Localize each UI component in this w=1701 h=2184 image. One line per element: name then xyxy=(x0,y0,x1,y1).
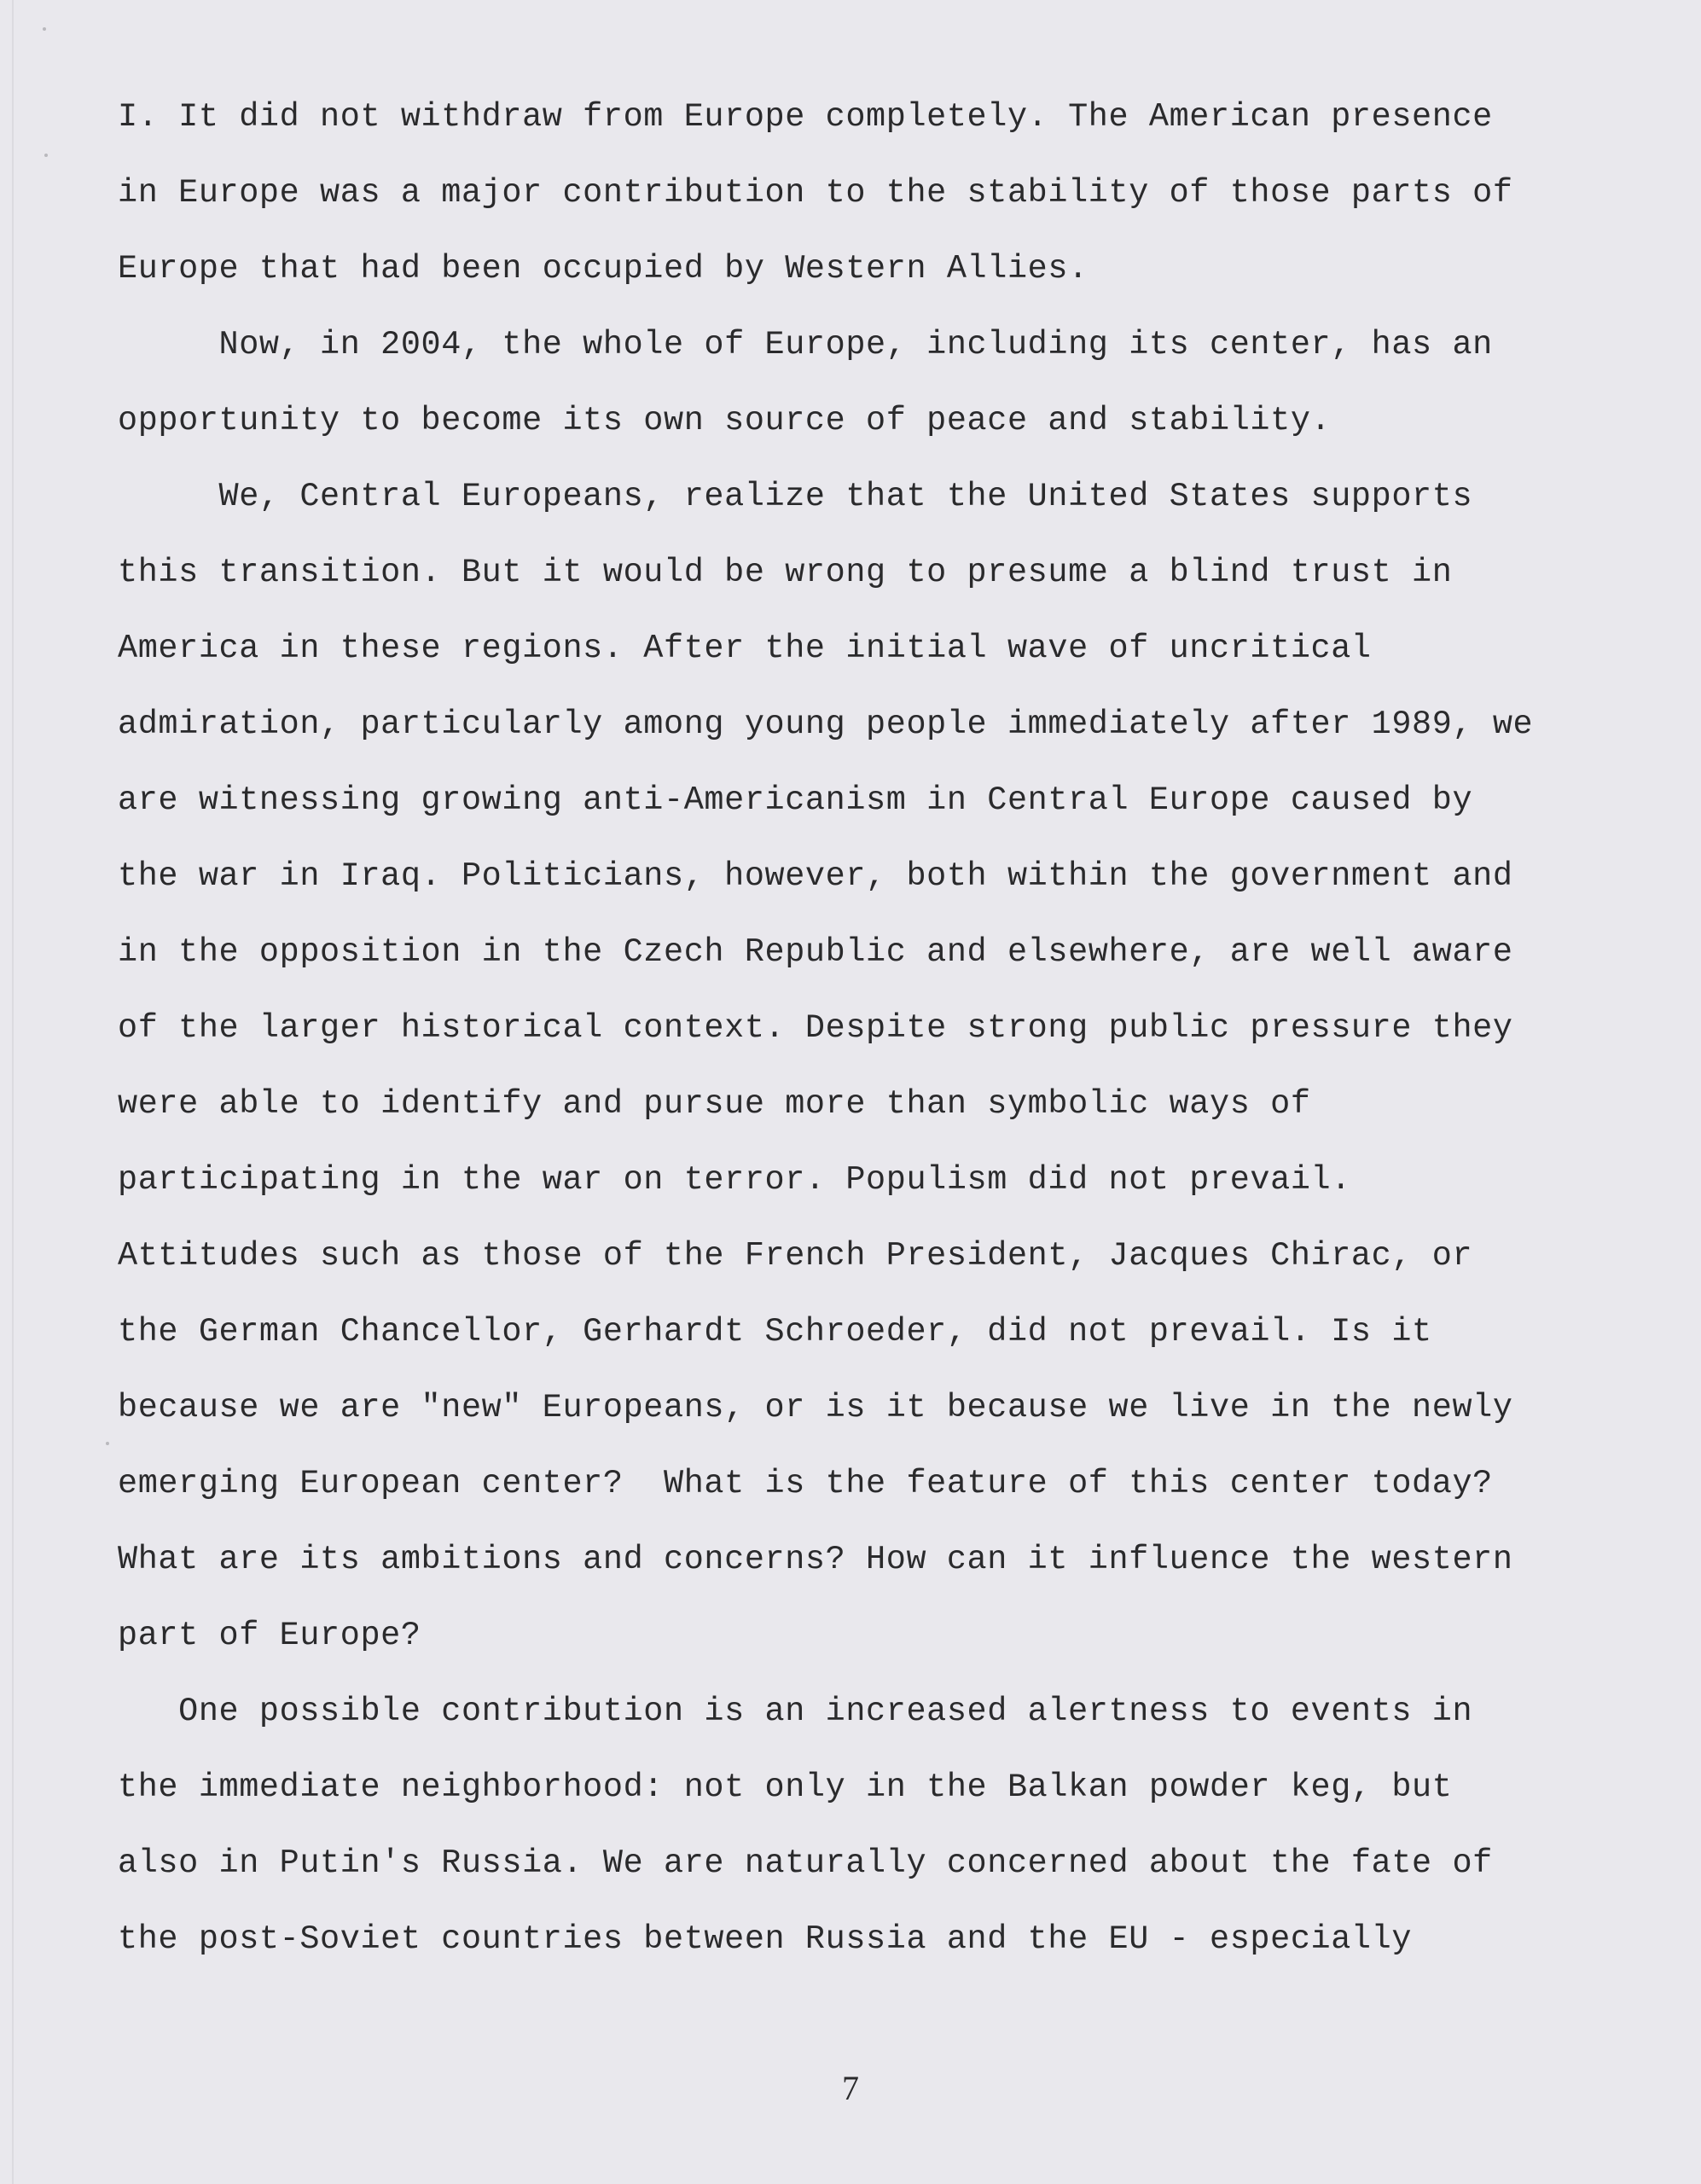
text-line: of the larger historical context. Despite strong public pressure they xyxy=(118,1009,1513,1047)
text-line: the war in Iraq. Politicians, however, both within the government and xyxy=(118,857,1513,895)
text-line: We, Central Europeans, realize that the United States supports xyxy=(118,478,1473,515)
text-line: Now, in 2004, the whole of Europe, including its center, has an xyxy=(118,326,1493,363)
text-line: in Europe was a major contribution to the stability of those parts of xyxy=(118,174,1513,212)
text-line: Europe that had been occupied by Western Allies. xyxy=(118,250,1089,288)
scan-speck xyxy=(106,1442,109,1445)
text-line: in the opposition in the Czech Republic and elsewhere, are well aware xyxy=(118,933,1513,971)
page-edge-shadow xyxy=(12,0,14,2184)
text-line: admiration, particularly among young people immediately after 1989, we xyxy=(118,706,1534,743)
text-line: What are its ambitions and concerns? How can it influence the western xyxy=(118,1541,1513,1578)
text-line: Attitudes such as those of the French President, Jacques Chirac, or xyxy=(118,1237,1473,1275)
scan-speck xyxy=(44,154,48,157)
text-line: also in Putin's Russia. We are naturally concerned about the fate of xyxy=(118,1844,1493,1882)
page-number: 7 xyxy=(842,2069,859,2107)
text-line: were able to identify and pursue more than symbolic ways of xyxy=(118,1085,1311,1123)
text-line: One possible contribution is an increased alertness to events in xyxy=(118,1693,1473,1730)
text-line: I. It did not withdraw from Europe completely. The American presence xyxy=(118,98,1493,136)
text-line: because we are "new" Europeans, or is it because we live in the newly xyxy=(118,1389,1513,1426)
text-line: part of Europe? xyxy=(118,1617,421,1654)
text-line: this transition. But it would be wrong to presume a blind trust in xyxy=(118,554,1453,591)
text-line: are witnessing growing anti-Americanism in Central Europe caused by xyxy=(118,781,1473,819)
text-line: America in these regions. After the initial wave of uncritical xyxy=(118,630,1372,667)
text-line: the immediate neighborhood: not only in the Balkan powder keg, but xyxy=(118,1769,1453,1806)
scan-speck xyxy=(43,27,46,31)
text-line: opportunity to become its own source of peace and stability. xyxy=(118,402,1332,439)
text-line: emerging European center? What is the feature of this center today? xyxy=(118,1465,1493,1502)
text-line: participating in the war on terror. Populism did not prevail. xyxy=(118,1161,1351,1199)
text-line: the post-Soviet countries between Russia and the EU - especially xyxy=(118,1920,1413,1958)
text-line: the German Chancellor, Gerhardt Schroeder, did not prevail. Is it xyxy=(118,1313,1432,1350)
